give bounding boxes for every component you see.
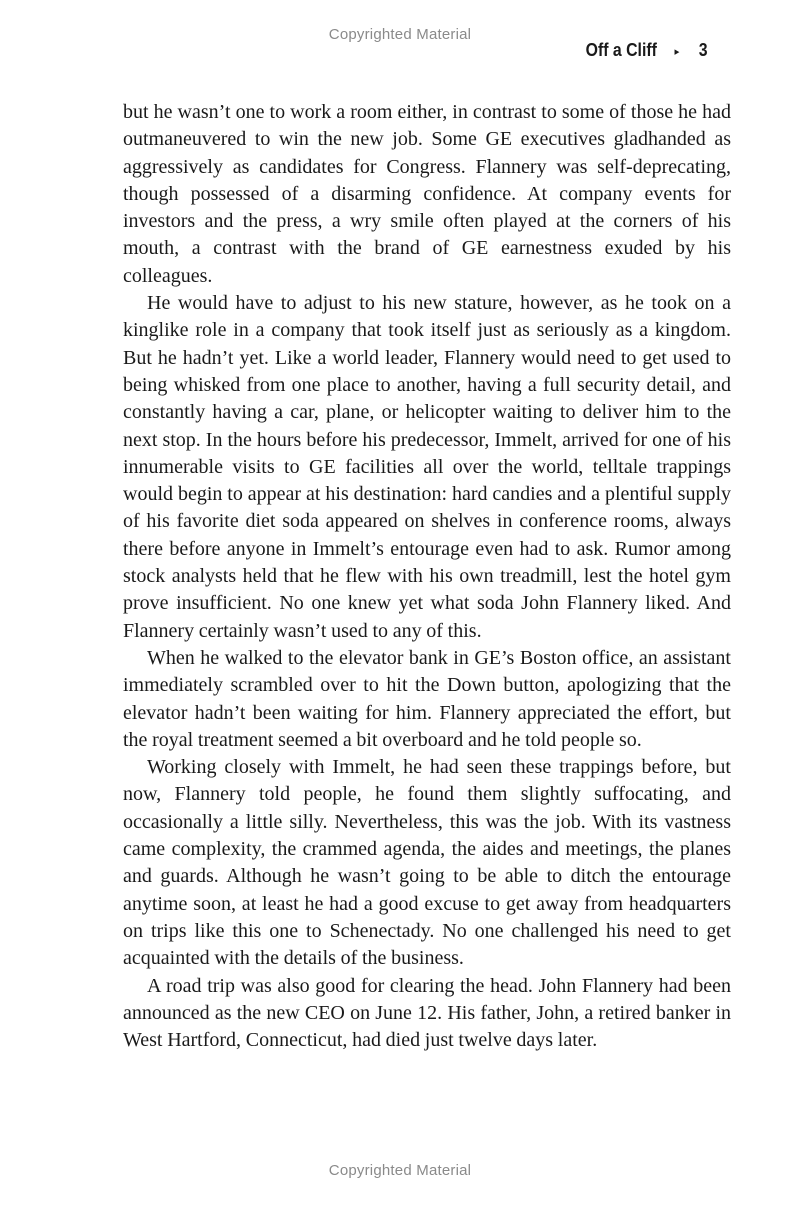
copyright-watermark-top: Copyrighted Material [328, 26, 472, 43]
paragraph: but he wasn’t one to work a room either, in contrast to some of those he had outmaneuvered to win the new job. Some GE executives gladhanded as aggressively as candidates for Congress. Flannery was self-deprecating, though possessed of a disarming confidence. At company events for investors and the press, a wry smile often played at the corners of his mouth, a contrast with the brand of GE earnestness exuded by his colleagues. [123, 101, 731, 287]
paragraph: He would have to adjust to his new stature, however, as he took on a kinglike role in a company that took itself just as seriously as a kingdom. But he hadn’t yet. Like a world leader, Flannery would need to get used to being whisked from one place to another, having a full security detail, and constantly having a car, plane, or helicopter waiting to deliver him to the next stop. In the hours before his predecessor, Immelt, arrived for one of his innumerable visits to GE facilities all over the world, telltale trappings would begin to appear at his destination: hard candies and a plentiful supply of his favorite diet soda appeared on shelves in conference rooms, always there before anyone in Immelt’s entourage even had to ask. Rumor among stock analysts held that he flew with his own treadmill, lest the hotel gym prove insufficient. No one knew yet what soda John Flannery liked. And Flannery certainly wasn’t used to any of this. [123, 292, 731, 642]
chapter-title: Off a Cliff [586, 40, 658, 60]
copyright-watermark-bottom: Copyrighted Material [328, 1162, 472, 1179]
arrow-right-icon: ▸ [674, 46, 680, 58]
paragraph: When he walked to the elevator bank in GE’s Boston office, an assistant immediately scrambled over to hit the Down button, apologizing that the elevator hadn’t been waiting for him. Flannery appreciated the effort, but the royal treatment seemed a bit overboard and he told people so. [123, 646, 731, 751]
running-header [586, 40, 708, 61]
paragraph: A road trip was also good for clearing the head. John Flannery had been announced as the new CEO on June 12. His father, John, a retired banker in West Hartford, Connecticut, had died just twelve days later. [123, 974, 731, 1052]
page-number: 3 [699, 40, 708, 60]
paragraph: Working closely with Immelt, he had seen these trappings before, but now, Flannery told people, he found them slightly suffocating, and occasionally a little silly. Nevertheless, this was the job. With its vastness came complexity, the crammed agenda, the aides and meetings, the planes and guards. Although he wasn’t going to be able to ditch the entourage anytime soon, at least he had a good excuse to get away from headquarters on trips like this one to Schenectady. No one challenged his need to get acquainted with the details of the business. [123, 756, 731, 970]
page-body [123, 99, 731, 1054]
